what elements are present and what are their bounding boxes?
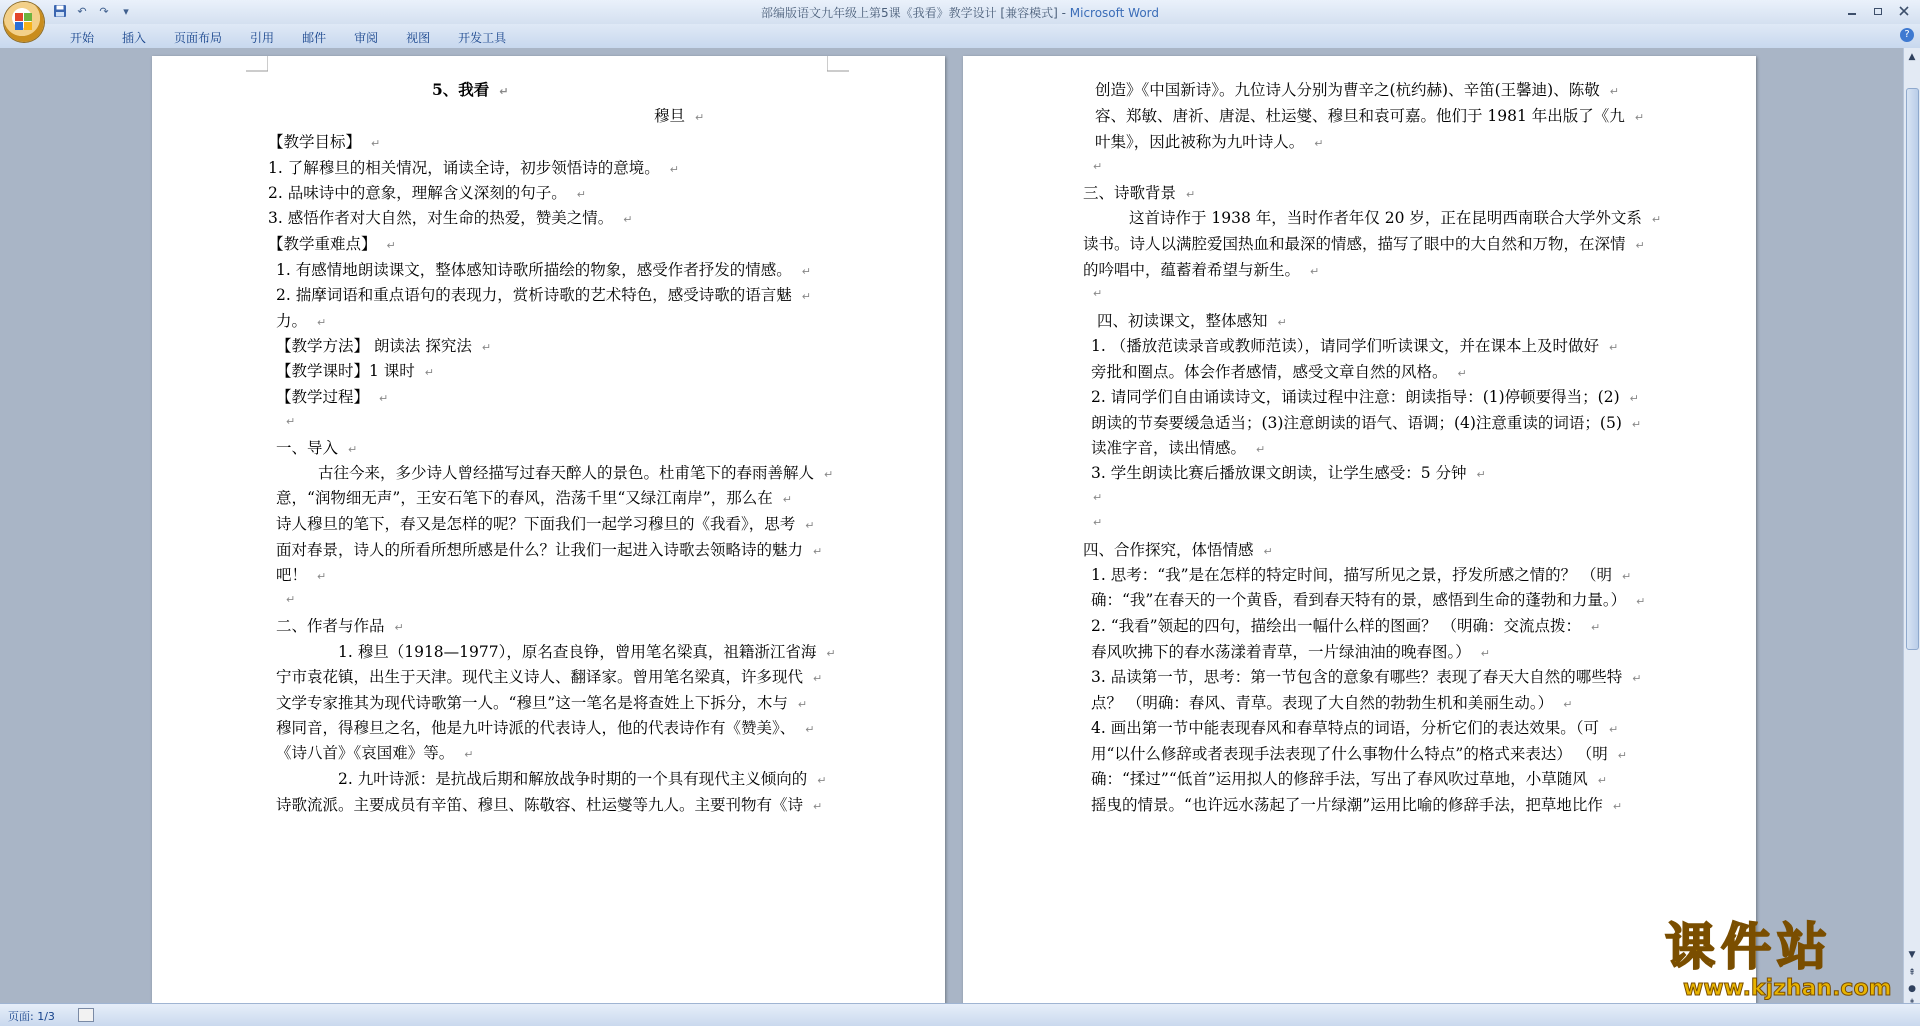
tab-references[interactable]: 引用 <box>250 31 275 45</box>
page2-paragraph-line[interactable] <box>1091 691 1572 713</box>
paragraph-mark-icon: ↵ <box>1612 800 1623 813</box>
line-text: 诗歌流派。主要成员有辛笛、穆旦、陈敬容、杜运燮等九人。主要刊物有《诗 <box>276 796 804 814</box>
line-text: 【教学过程】 <box>276 388 370 406</box>
line-text: 点？ （明确：春风、青草。表现了大自然的勃勃生机和美丽生动。） <box>1091 694 1554 712</box>
paragraph-mark-icon: ↵ <box>1629 392 1639 405</box>
paragraph-mark-icon: ↵ <box>623 213 633 226</box>
paragraph-mark-icon: ↵ <box>576 188 586 201</box>
page2-paragraph-line[interactable] <box>1091 334 1618 356</box>
watermark-title: 课件站 <box>1665 918 1833 976</box>
line-text: 这首诗作于 1938 年，当时作者年仅 20 岁，正在昆明西南联合大学外文系 <box>1129 209 1642 227</box>
page1-paragraph-line[interactable] <box>276 283 811 305</box>
line-text: 面对春景，诗人的所看所想所感是什么？让我们一起进入诗歌去领略诗的魅力 <box>276 541 804 559</box>
paragraph-mark-icon: ↵ <box>464 748 474 761</box>
paragraph-mark-icon: ↵ <box>813 545 823 558</box>
paragraph-mark-icon: ↵ <box>1277 316 1287 329</box>
paragraph-mark-icon: ↵ <box>805 519 815 532</box>
paragraph-mark-icon: ↵ <box>1093 287 1103 300</box>
paragraph-mark-icon: ↵ <box>1651 213 1662 226</box>
proofing-icon[interactable] <box>78 1008 94 1022</box>
page2-paragraph-line[interactable] <box>1091 716 1618 738</box>
line-text: 三、诗歌背景 <box>1083 184 1177 202</box>
page-count[interactable]: 页面: 1/3 <box>8 1010 55 1023</box>
margin-corner-mark <box>827 56 849 72</box>
page1-paragraph-line[interactable] <box>276 385 388 407</box>
paragraph-mark-icon: ↵ <box>371 137 381 150</box>
paragraph-mark-icon: ↵ <box>1093 160 1103 173</box>
paragraph-mark-icon: ↵ <box>1480 647 1490 660</box>
line-text: 【教学方法】 朗读法 探究法 <box>276 337 472 355</box>
page1-paragraph-line[interactable] <box>276 563 326 585</box>
page2-paragraph-line[interactable] <box>1083 258 1319 280</box>
paragraph-mark-icon: ↵ <box>801 265 811 278</box>
office-logo-icon <box>15 13 33 31</box>
line-text: 穆旦 <box>654 107 686 125</box>
line-text: 二、作者与作品 <box>276 617 385 635</box>
page2-paragraph-line[interactable] <box>1091 665 1641 687</box>
paragraph-mark-icon: ↵ <box>1314 137 1324 150</box>
line-text: 旁批和圈点。体会作者感情，感受文章自然的风格。 <box>1091 363 1448 381</box>
paragraph-mark-icon: ↵ <box>797 698 808 711</box>
line-text: 5、我看 <box>432 80 490 99</box>
undo-icon[interactable]: ↶ <box>77 4 87 18</box>
page1-paragraph-line[interactable] <box>276 512 814 534</box>
page1-paragraph-line[interactable] <box>338 640 836 662</box>
tab-mailings[interactable]: 邮件 <box>302 31 327 45</box>
page1-paragraph-line[interactable] <box>338 767 826 789</box>
page2-paragraph-line[interactable] <box>1083 156 1102 174</box>
paragraph-mark-icon: ↵ <box>379 392 389 405</box>
line-text: 文学专家推其为现代诗歌第一人。“穆旦”这一笔名是将查姓上下拆分，木与 <box>276 694 788 712</box>
page2-paragraph-line[interactable] <box>1091 742 1627 764</box>
line-text: 宁市袁花镇，出生于天津。现代主义诗人、翻译家。曾用笔名梁真，许多现代 <box>276 668 804 686</box>
line-text: 3. 学生朗读比赛后播放课文朗读，让学生感受：5 分钟 <box>1091 464 1467 482</box>
page1-paragraph-line[interactable] <box>276 309 326 331</box>
page2-paragraph-line[interactable] <box>1083 512 1102 530</box>
line-text: 四、合作探究，体悟情感 <box>1083 541 1254 559</box>
line-text: 2. 品味诗中的意象，理解含义深刻的句子。 <box>268 184 567 202</box>
page1-paragraph-line[interactable] <box>276 486 792 508</box>
line-text: 朗读的节奏要缓急适当；(3)注意朗读的语气、语调；(4)注意重读的词语；(5) <box>1091 414 1622 432</box>
page2-paragraph-line[interactable] <box>1083 181 1195 203</box>
page1-paragraph-line[interactable] <box>276 741 473 763</box>
close-icon[interactable] <box>1892 2 1916 20</box>
page1-paragraph-line[interactable] <box>268 232 396 254</box>
paragraph-mark-icon: ↵ <box>826 647 836 660</box>
page2-paragraph-line[interactable] <box>1129 206 1661 228</box>
paragraph-mark-icon: ↵ <box>1256 443 1266 456</box>
page1-paragraph-line[interactable] <box>654 104 704 126</box>
customize-qat-icon[interactable]: ▾ <box>123 4 129 18</box>
paragraph-mark-icon: ↵ <box>1608 341 1619 354</box>
paragraph-mark-icon: ↵ <box>1093 516 1103 529</box>
page1-paragraph-line[interactable] <box>268 206 632 228</box>
page1-paragraph-line[interactable] <box>276 258 811 280</box>
line-text: 【教学课时】1 课时 <box>276 362 415 380</box>
page1-paragraph-line[interactable] <box>276 691 807 713</box>
previous-page-icon[interactable]: ⇞ <box>1908 968 1916 978</box>
line-text: 读准字音，读出情感。 <box>1091 439 1247 457</box>
title-bar <box>0 0 1920 25</box>
page1-paragraph-line[interactable] <box>276 436 357 458</box>
page1-paragraph-line[interactable] <box>268 181 586 203</box>
paragraph-mark-icon: ↵ <box>824 468 834 481</box>
line-text: 2. “我看”领起的四句，描绘出一幅什么样的图画？ （明确：交流点拨： <box>1091 617 1581 635</box>
page2-paragraph-line[interactable] <box>1091 614 1600 636</box>
line-text: 一、导入 <box>276 439 339 457</box>
browse-object-icon[interactable]: ● <box>1908 984 1916 994</box>
vertical-scrollbar[interactable] <box>1903 48 1920 1003</box>
paragraph-mark-icon: ↵ <box>1635 239 1645 252</box>
paragraph-mark-icon: ↵ <box>801 290 811 303</box>
redo-icon[interactable]: ↷ <box>99 4 109 18</box>
page2-paragraph-line[interactable] <box>1091 767 1607 789</box>
page1-paragraph-line[interactable] <box>276 334 491 356</box>
ribbon <box>0 24 1920 49</box>
page2-paragraph-line[interactable] <box>1091 385 1639 407</box>
line-text: 的吟唱中，蕴蓄着希望与新生。 <box>1083 261 1301 279</box>
paragraph-mark-icon: ↵ <box>695 111 705 124</box>
page1-paragraph-line[interactable] <box>276 359 434 381</box>
office-button[interactable] <box>4 2 44 42</box>
paragraph-mark-icon: ↵ <box>317 570 327 583</box>
line-text: 四、初读课文，整体感知 <box>1097 312 1268 330</box>
page2-paragraph-line[interactable] <box>1091 588 1645 610</box>
paragraph-mark-icon: ↵ <box>805 723 815 736</box>
line-text: 吧！ <box>276 566 308 584</box>
line-text: 确：“我”在春天的一个黄昏，看到春天特有的景，感悟到生命的蓬勃和力量。） <box>1091 591 1627 609</box>
line-text: 3. 感悟作者对大自然，对生命的热爱，赞美之情。 <box>268 209 614 227</box>
minimize-icon[interactable] <box>1840 2 1864 20</box>
paragraph-mark-icon: ↵ <box>1634 111 1645 124</box>
page2-paragraph-line[interactable] <box>1083 538 1273 560</box>
paragraph-mark-icon: ↵ <box>813 800 823 813</box>
help-icon[interactable]: ? <box>1900 28 1914 42</box>
paragraph-mark-icon: ↵ <box>386 239 396 252</box>
paragraph-mark-icon: ↵ <box>424 366 435 379</box>
page1-paragraph-line[interactable] <box>318 461 833 483</box>
tab-view[interactable]: 视图 <box>406 31 431 45</box>
app-name: Microsoft Word <box>1069 6 1160 20</box>
paragraph-mark-icon: ↵ <box>817 774 827 787</box>
page2-paragraph-line[interactable] <box>1083 232 1645 254</box>
line-text: 诗人穆旦的笔下，春又是怎样的呢？下面我们一起学习穆旦的《我看》，思考 <box>276 515 796 533</box>
page1-paragraph-line[interactable] <box>268 156 679 178</box>
tab-review[interactable]: 审阅 <box>354 31 379 45</box>
page2-paragraph-line[interactable] <box>1091 640 1490 662</box>
line-text: 【教学重难点】 <box>268 235 377 253</box>
window-title <box>0 4 1920 21</box>
paragraph-mark-icon: ↵ <box>481 341 492 354</box>
page1-paragraph-line[interactable] <box>432 78 509 100</box>
paragraph-mark-icon: ↵ <box>813 672 823 685</box>
page2-paragraph-line[interactable] <box>1097 309 1287 331</box>
page2-paragraph-line[interactable] <box>1091 793 1622 815</box>
paragraph-mark-icon: ↵ <box>1617 749 1627 762</box>
tab-developer[interactable]: 开发工具 <box>458 31 507 45</box>
tab-insert[interactable]: 插入 <box>122 31 147 45</box>
paragraph-mark-icon: ↵ <box>1636 595 1646 608</box>
line-text: 力。 <box>276 312 308 330</box>
page1-paragraph-line[interactable] <box>268 130 380 152</box>
tab-home[interactable]: 开始 <box>70 31 95 45</box>
line-text: 3. 品读第一节，思考：第一节包含的意象有哪些？表现了春天大自然的哪些特 <box>1091 668 1623 686</box>
line-text: 4. 画出第一节中能表现春风和春草特点的词语，分析它们的表达效果。（可 <box>1091 719 1599 737</box>
page1-paragraph-line[interactable] <box>276 538 822 560</box>
site-watermark <box>1665 918 1892 1002</box>
paragraph-mark-icon: ↵ <box>782 493 792 506</box>
page2-paragraph-line[interactable] <box>1095 78 1619 100</box>
paragraph-mark-icon: ↵ <box>394 621 404 634</box>
line-text: 春风吹拂下的春水荡漾着青草，一片绿油油的晚春图。） <box>1091 643 1471 661</box>
paragraph-mark-icon: ↵ <box>286 593 296 606</box>
page2-paragraph-line[interactable] <box>1095 130 1323 152</box>
page1-paragraph-line[interactable] <box>276 793 822 815</box>
line-text: 【教学目标】 <box>268 133 362 151</box>
line-text: 1. 穆旦（1918—1977），原名查良铮，曾用笔名梁真，祖籍浙江省海 <box>338 643 817 661</box>
window-controls <box>1840 2 1916 20</box>
paragraph-mark-icon: ↵ <box>1631 418 1642 431</box>
line-text: 2. 揣摩词语和重点语句的表现力，赏析诗歌的艺术特色，感受诗歌的语言魅 <box>276 286 792 304</box>
paragraph-mark-icon: ↵ <box>1608 723 1619 736</box>
paragraph-mark-icon: ↵ <box>348 443 358 456</box>
paragraph-mark-icon: ↵ <box>1186 188 1196 201</box>
line-text: 2. 请同学们自由诵读诗文，诵读过程中注意：朗读指导：(1)停顿要得当；(2) <box>1091 388 1620 406</box>
status-bar <box>0 1003 1920 1026</box>
page2-paragraph-line[interactable] <box>1091 461 1486 483</box>
scroll-down-icon[interactable]: ▼ <box>1908 950 1916 960</box>
page1-paragraph-line[interactable] <box>276 614 404 636</box>
page2-paragraph-line[interactable] <box>1083 487 1102 505</box>
paragraph-mark-icon: ↵ <box>1632 672 1642 685</box>
paragraph-mark-icon: ↵ <box>1457 367 1467 380</box>
page2-paragraph-line[interactable] <box>1091 563 1631 585</box>
paragraph-mark-icon: ↵ <box>1476 468 1486 481</box>
page2-paragraph-line[interactable] <box>1091 411 1641 433</box>
page1-paragraph-line[interactable] <box>276 589 295 607</box>
paragraph-mark-icon: ↵ <box>1597 774 1607 787</box>
line-text: 读书。诗人以满腔爱国热血和最深的情感，描写了眼中的大自然和万物，在深情 <box>1083 235 1626 253</box>
paragraph-mark-icon: ↵ <box>1591 621 1601 634</box>
line-text: 穆同音，得穆旦之名，他是九叶诗派的代表诗人，他的代表诗作有《赞美》、 <box>276 719 796 737</box>
paragraph-mark-icon: ↵ <box>499 85 509 98</box>
line-text: 摇曳的情景。“也许远水荡起了一片绿潮”运用比喻的修辞手法，把草地比作 <box>1091 796 1603 814</box>
paragraph-mark-icon: ↵ <box>669 163 679 176</box>
document-page-1[interactable] <box>152 56 945 1003</box>
paragraph-mark-icon: ↵ <box>286 415 296 428</box>
page1-paragraph-line[interactable] <box>276 411 295 429</box>
document-page-2[interactable] <box>963 56 1756 1003</box>
document-title: 部编版语文九年级上第5课《我看》教学设计 [兼容模式] - <box>760 6 1070 20</box>
tab-page-layout[interactable]: 页面布局 <box>174 31 223 45</box>
paragraph-mark-icon: ↵ <box>1609 85 1619 98</box>
page2-paragraph-line[interactable] <box>1083 283 1102 301</box>
restore-icon[interactable] <box>1866 2 1890 20</box>
line-text: 2. 九叶诗派：是抗战后期和解放战争时期的一个具有现代主义倾向的 <box>338 770 808 788</box>
line-text: 1. 有感情地朗读课文，整体感知诗歌所描绘的物象，感受作者抒发的情感。 <box>276 261 792 279</box>
page2-paragraph-line[interactable] <box>1091 360 1467 382</box>
page2-paragraph-line[interactable] <box>1095 104 1644 126</box>
ribbon-tabs <box>56 27 520 48</box>
scroll-up-icon[interactable]: ▲ <box>1908 52 1916 62</box>
paragraph-mark-icon: ↵ <box>1263 545 1273 558</box>
page1-paragraph-line[interactable] <box>276 716 814 738</box>
paragraph-mark-icon: ↵ <box>1622 570 1632 583</box>
page2-paragraph-line[interactable] <box>1091 436 1265 458</box>
line-text: 创造》《中国新诗》。九位诗人分别为曹辛之(杭约赫)、辛笛(王馨迪)、陈敬 <box>1095 81 1600 99</box>
paragraph-mark-icon: ↵ <box>1310 265 1320 278</box>
watermark-url: www.kjzhan.com <box>1683 976 1892 1001</box>
margin-corner-mark <box>246 56 268 72</box>
line-text: 意，“润物细无声”，王安石笔下的春风，浩荡千里“又绿江南岸”，那么在 <box>276 489 773 507</box>
line-text: 1. 了解穆旦的相关情况，诵读全诗，初步领悟诗的意境。 <box>268 159 660 177</box>
line-text: 1. 思考：“我”是在怎样的特定时间，描写所见之景，抒发所感之情的？ （明 <box>1091 566 1612 584</box>
scrollbar-thumb[interactable] <box>1906 88 1919 650</box>
line-text: 《诗八首》《哀国难》等。 <box>276 744 455 762</box>
line-text: 叶集》，因此被称为九叶诗人。 <box>1095 133 1305 151</box>
line-text: 用“以什么修辞或者表现手法表现了什么事物什么特点”的格式来表达） （明 <box>1091 745 1608 763</box>
line-text: 1. （播放范读录音或教师范读），请同学们听读课文，并在课本上及时做好 <box>1091 337 1599 355</box>
paragraph-mark-icon: ↵ <box>1093 491 1103 504</box>
line-text: 古往今来，多少诗人曾经描写过春天醉人的景色。杜甫笔下的春雨善解人 <box>318 464 815 482</box>
document-area[interactable] <box>0 48 1904 1003</box>
line-text: 确：“揉过”“低首”运用拟人的修辞手法，写出了春风吹过草地，小草随风 <box>1091 770 1588 788</box>
page1-paragraph-line[interactable] <box>276 665 822 687</box>
paragraph-mark-icon: ↵ <box>1563 698 1573 711</box>
line-text: 容、郑敏、唐祈、唐湜、杜运燮、穆旦和袁可嘉。他们于 1981 年出版了《九 <box>1095 107 1625 125</box>
paragraph-mark-icon: ↵ <box>317 316 327 329</box>
